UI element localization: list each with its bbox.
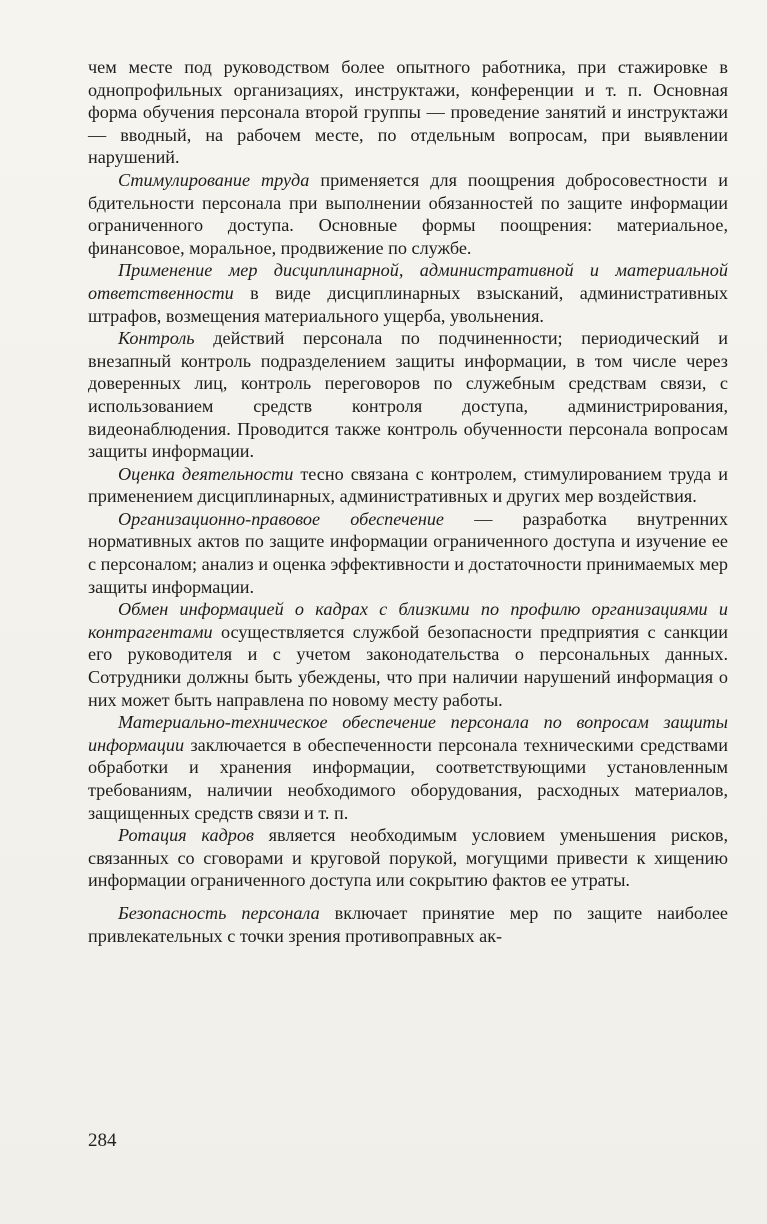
paragraph-10: [88, 902, 728, 947]
paragraph-4-term: Контроль: [118, 328, 195, 349]
paragraph-8-term: Материально-техническое обеспечение персонала по вопросам защиты информации: [88, 712, 728, 755]
paragraph-4: [88, 327, 728, 463]
paragraph-6: [88, 508, 728, 598]
paragraph-8: [88, 711, 728, 824]
paragraph-7-text: осуществляется службой безопасности предприятия с санкции его руководителя и с учетом законодательства о персональных данных. Сотрудники должны быть убеждены, что при наличии нарушений информация о них может быть направлена по новому месту работы.: [88, 621, 728, 710]
paragraph-6-term: Организационно-правовое обеспечение: [118, 508, 445, 529]
paragraph-8-text: заключается в обеспеченности персонала техническими средствами обработки и хранения информации, соответствующими установленным требованиям, наличии необходимого оборудования, расходных материалов, защищенных средств связи и т. п.: [88, 734, 728, 823]
paragraph-2: [88, 169, 728, 259]
paragraph-1-text: чем месте под руководством более опытного работника, при стажировке в однопрофильных организациях, инструктажи, конференции и т. п. Основная форма обучения персонала второй группы — проведение занятий и инструктажи — вводный, на рабочем месте, по отдельным вопросам, при выявлении нарушений.: [88, 57, 728, 168]
paragraph-6-text: — разработка внутренних нормативных актов по защите информации ограниченного доступа и изучение ее с персоналом; анализ и оценка эффективности и достаточности принимаемых мер защиты информации.: [88, 508, 729, 597]
paragraph-5-text: тесно связана с контролем, стимулированием труда и применением дисциплинарных, административных и других мер воздействия.: [88, 463, 728, 507]
paragraph-3-text: в виде дисциплинарных взысканий, административных штрафов, возмещения материального ущерба, увольнения.: [88, 282, 728, 326]
paragraph-3-term: Применение мер дисциплинарной, административной и материальной ответственности: [88, 260, 728, 303]
paragraph-10-text: включает принятие мер по защите наиболее привлекательных с точки зрения противоправных ак-: [88, 902, 728, 946]
paragraph-1: [88, 56, 728, 169]
paragraph-4-text: действий персонала по подчиненности; периодический и внезапный контроль подразделением защиты информации, в том числе через доверенных лиц, контроль переговоров по служебным средствам связи, с использованием средств контроля доступа, администрирования, видеонаблюдения. Проводится также контроль обученности персонала вопросам защиты информации.: [88, 328, 728, 462]
paragraph-2-text: применяется для поощрения добросовестности и бдительности персонала при выполнении обязанностей по защите информации ограниченного доступа. Основные формы поощрения: материальное, финансовое, моральное, продвижение по службе.: [88, 169, 728, 258]
paragraph-5-term: Оценка деятельности: [118, 463, 294, 484]
paragraph-2-term: Стимулирование труда: [118, 169, 310, 190]
paragraph-9: [88, 824, 728, 892]
page-body: [88, 56, 728, 947]
paragraph-5: [88, 463, 728, 508]
page-number: 284: [88, 1130, 117, 1151]
paragraph-7-term: Обмен информацией о кадрах с близкими по профилю организациями и контрагентами: [88, 599, 728, 642]
paragraph-9-text: является необходимым условием уменьшения рисков, связанных со сговорами и круговой порукой, могущими привести к хищению информации ограниченного доступа или сокрытию фактов ее утраты.: [88, 825, 728, 891]
paragraph-7: [88, 598, 728, 711]
paragraph-9-term: Ротация кадров: [118, 825, 254, 846]
paragraph-3: [88, 259, 728, 327]
paragraph-10-term: Безопасность персонала: [118, 902, 320, 923]
